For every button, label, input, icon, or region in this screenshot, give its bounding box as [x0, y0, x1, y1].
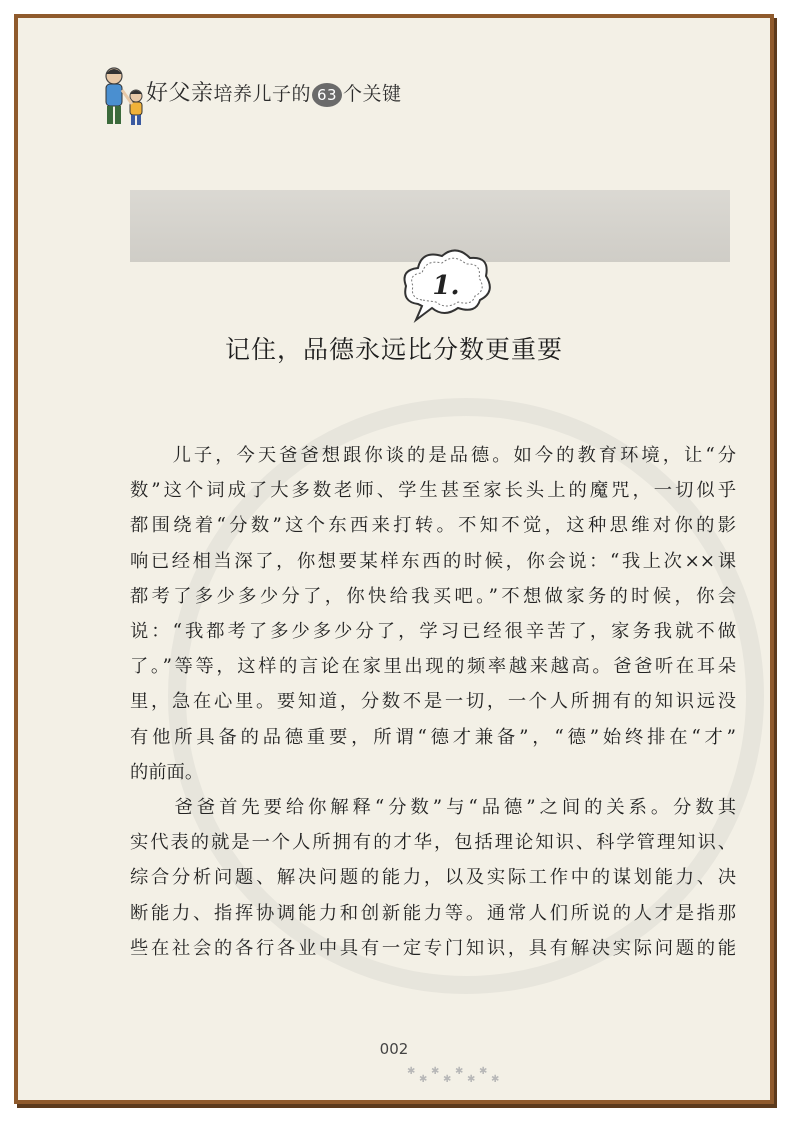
body-line: 说：“我都考了多少多少分了，学习已经很辛苦了，家务我就不做: [130, 621, 736, 643]
page-number: 002: [379, 1040, 409, 1058]
body-line: 实代表的就是一个人所拥有的才华，包括理论知识、科学管理知识、: [130, 832, 736, 854]
header-title-part-3: 个关键: [343, 83, 402, 105]
header-title-number: 63: [312, 83, 342, 107]
body-line: 都围绕着“分数”这个东西来打转。不知不觉，这种思维对你的影: [130, 515, 736, 537]
svg-text:✱: ✱: [407, 1066, 416, 1077]
header-title-part-1: 好父亲: [146, 81, 214, 106]
svg-text:✱: ✱: [491, 1074, 500, 1085]
running-header-title: [146, 76, 402, 107]
body-line: 断能力、指挥协调能力和创新能力等。通常人们所说的人才是指那: [130, 902, 736, 924]
chapter-title: 记住，品德永远比分数更重要: [224, 335, 563, 364]
decorative-stars-icon: [403, 1064, 503, 1090]
body-line: 数”这个词成了大多数老师、学生甚至家长头上的魔咒，一切似乎: [130, 480, 736, 502]
page-frame: [14, 14, 774, 1104]
header-title-part-2: 培养儿子的: [213, 83, 312, 105]
body-line: 爸爸首先要给你解释“分数”与“品德”之间的关系。分数其: [130, 797, 736, 819]
svg-text:✱: ✱: [479, 1066, 488, 1077]
svg-text:✱: ✱: [455, 1066, 464, 1077]
body-line: 的前面。: [130, 761, 204, 783]
section-number-label: 1.: [432, 271, 460, 301]
body-line: 都考了多少多少分了，你快给我买吧。”不想做家务的时候，你会: [130, 585, 736, 607]
svg-text:✱: ✱: [419, 1074, 428, 1085]
body-line: 儿子，今天爸爸想跟你谈的是品德。如今的教育环境，让“分: [130, 445, 736, 466]
body-line: 响已经相当深了，你想要某样东西的时候，你会说：“我上次××课: [130, 550, 736, 572]
body-line: 有他所具备的品德重要，所谓“德才兼备”，“德”始终排在“才”: [130, 726, 736, 748]
svg-text:✱: ✱: [443, 1074, 452, 1085]
section-number-cloud-badge: [396, 242, 496, 324]
svg-text:✱: ✱: [467, 1074, 476, 1085]
body-text: [130, 438, 736, 966]
body-line: 了。”等等，这样的言论在家里出现的频率越来越高。爸爸听在耳朵: [130, 656, 736, 678]
body-line: 里，急在心里。要知道，分数不是一切，一个人所拥有的知识远没: [130, 691, 736, 713]
body-line: 些在社会的各行各业中具有一定专门知识，具有解决实际问题的能: [130, 937, 736, 959]
svg-text:✱: ✱: [431, 1066, 440, 1077]
body-line: 综合分析问题、解决问题的能力，以及实际工作中的谋划能力、决: [130, 867, 736, 889]
